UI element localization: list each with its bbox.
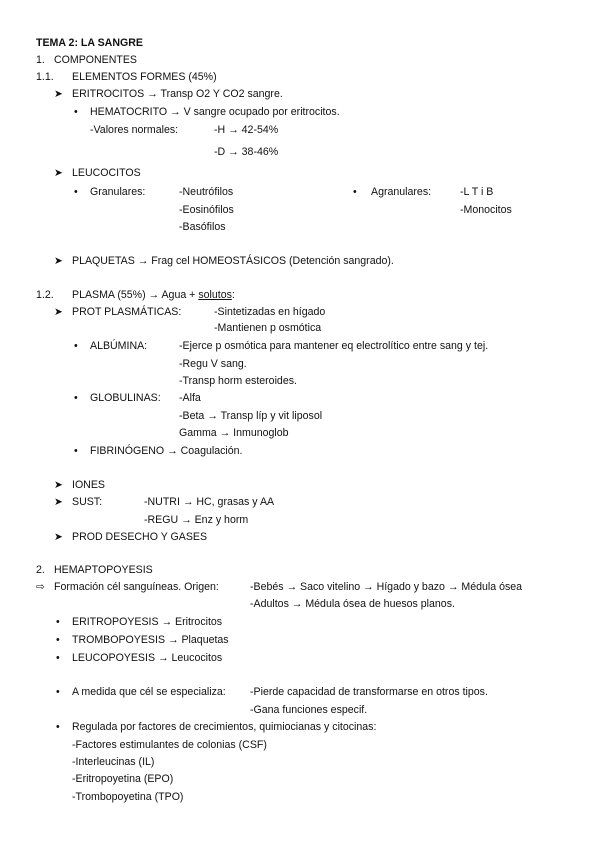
agranulares-item: -Monocitos xyxy=(460,204,512,216)
poyesis-item: TROMBOPOYESIS → Plaquetas xyxy=(72,634,229,646)
hematocrito-text: HEMATOCRITO → V sangre ocupado por eritrocitos. xyxy=(90,106,340,118)
globulinas-item: -Beta → Transp líp y vit liposol xyxy=(179,410,323,422)
solutos-label: solutos xyxy=(198,289,232,301)
sust-item: -NUTRI → HC, grasas y AA xyxy=(144,496,275,508)
arrow-bullet-icon: ➤ xyxy=(54,255,63,267)
globulinas-item: -Alfa xyxy=(179,392,201,404)
prot-item: -Mantienen p osmótica xyxy=(214,322,322,334)
arrow-bullet-icon: ➤ xyxy=(54,496,63,508)
granulares-item: -Basófilos xyxy=(179,221,226,233)
albumina-item: -Regu V sang. xyxy=(179,358,247,370)
regulada-text: Regulada por factores de crecimientos, quimiocianas y citocinas: xyxy=(72,721,377,733)
formacion-item: -Adultos → Médula ósea de huesos planos. xyxy=(250,598,455,610)
dot-bullet-icon: • xyxy=(56,616,60,628)
dot-bullet-icon: • xyxy=(56,686,60,698)
arrow-bullet-icon: ➤ xyxy=(54,479,63,491)
formacion-item: -Bebés → Saco vitelino → Hígado y bazo → Médula ósea xyxy=(250,581,523,593)
dot-bullet-icon: • xyxy=(74,106,78,118)
dot-bullet-icon: • xyxy=(74,186,78,198)
especializa-item: -Gana funciones especif. xyxy=(250,704,368,716)
valor-d: -D → 38-46% xyxy=(214,146,279,158)
formacion-label: Formación cél sanguíneas. Origen: xyxy=(54,581,219,593)
subsection-1-1-heading: ELEMENTOS FORMES (45%) xyxy=(72,71,217,83)
granulares-item: -Neutrófilos xyxy=(179,186,234,198)
page-title: TEMA 2: LA SANGRE xyxy=(36,37,143,49)
plasma-label: PLASMA (55%) → Agua + xyxy=(72,289,199,301)
factor-item: -Interleucinas (IL) xyxy=(72,756,155,768)
dot-bullet-icon: • xyxy=(353,186,357,198)
granulares-item: -Eosinófilos xyxy=(179,204,234,216)
dot-bullet-icon: • xyxy=(74,340,78,352)
especializa-item: -Pierde capacidad de transformarse en otros tipos. xyxy=(250,686,488,698)
especializa-label: A medida que cél se especializa: xyxy=(72,686,226,698)
factor-item: -Eritropoyetina (EPO) xyxy=(72,773,174,785)
agranulares-item: -L T i B xyxy=(460,186,494,198)
globulinas-label: GLOBULINAS: xyxy=(90,392,161,404)
arrow-bullet-icon: ➤ xyxy=(54,306,63,318)
section-1-number: 1. xyxy=(36,54,45,66)
plasma-colon: : xyxy=(231,289,235,301)
subsection-1-1-number: 1.1. xyxy=(36,71,54,83)
subsection-1-2-number: 1.2. xyxy=(36,289,54,301)
albumina-item: -Transp horm esteroides. xyxy=(179,375,297,387)
eritrocitos-text: ERITROCITOS → Transp O2 Y CO2 sangre. xyxy=(72,88,283,100)
section-2-heading: HEMAPTOPOYESIS xyxy=(54,564,153,576)
subsection-1-2-heading xyxy=(72,289,235,302)
granulares-label: Granulares: xyxy=(90,186,146,198)
plaquetas-text: PLAQUETAS → Frag cel HOMEOSTÁSICOS (Detención sangrado). xyxy=(72,255,394,267)
hollow-arrow-icon: ⇨ xyxy=(36,581,45,593)
arrow-bullet-icon: ➤ xyxy=(54,167,63,179)
valores-normales-label: -Valores normales: xyxy=(90,124,179,136)
section-2-number: 2. xyxy=(36,564,45,576)
dot-bullet-icon: • xyxy=(56,721,60,733)
globulinas-item: Gamma → Inmunoglob xyxy=(179,427,289,439)
prot-plasmaticas-label: PROT PLASMÁTICAS: xyxy=(72,306,182,318)
section-1-heading: COMPONENTES xyxy=(54,54,137,66)
albumina-item: -Ejerce p osmótica para mantener eq electrolítico entre sang y tej. xyxy=(179,340,489,352)
arrow-bullet-icon: ➤ xyxy=(54,88,63,100)
dot-bullet-icon: • xyxy=(74,392,78,404)
factor-item: -Factores estimulantes de colonias (CSF) xyxy=(72,739,267,751)
valor-h: -H → 42-54% xyxy=(214,124,279,136)
prot-item: -Sintetizadas en hígado xyxy=(214,306,326,318)
sust-item: -REGU → Enz y horm xyxy=(144,514,249,526)
poyesis-item: LEUCOPOYESIS → Leucocitos xyxy=(72,652,223,664)
dot-bullet-icon: • xyxy=(74,445,78,457)
prod-desecho-text: PROD DESECHO Y GASES xyxy=(72,531,208,543)
dot-bullet-icon: • xyxy=(56,634,60,646)
agranulares-label: Agranulares: xyxy=(371,186,432,198)
dot-bullet-icon: • xyxy=(56,652,60,664)
iones-text: IONES xyxy=(72,479,105,491)
fibrinogeno-text: FIBRINÓGENO → Coagulación. xyxy=(90,445,243,457)
factor-item: -Trombopoyetina (TPO) xyxy=(72,791,184,803)
leucocitos-heading: LEUCOCITOS xyxy=(72,167,141,179)
arrow-bullet-icon: ➤ xyxy=(54,531,63,543)
poyesis-item: ERITROPOYESIS → Eritrocitos xyxy=(72,616,223,628)
albumina-label: ALBÚMINA: xyxy=(90,340,148,352)
sust-label: SUST: xyxy=(72,496,103,508)
